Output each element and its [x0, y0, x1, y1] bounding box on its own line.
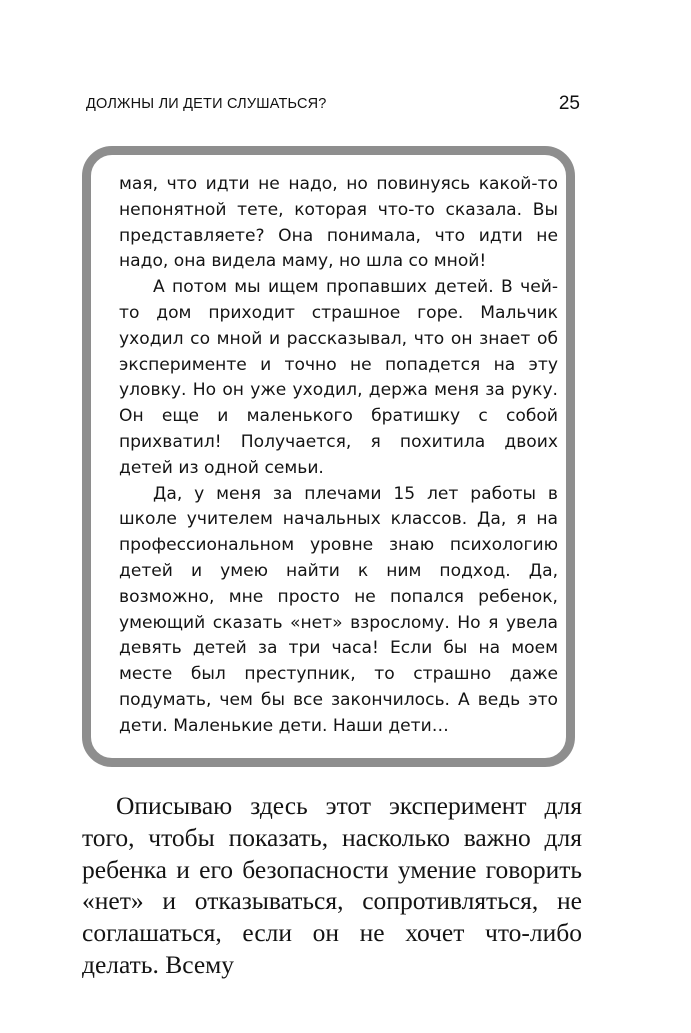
running-header	[86, 93, 580, 118]
running-title: ДОЛЖНЫ ЛИ ДЕТИ СЛУШАТЬСЯ?	[86, 96, 327, 112]
box-paragraph-1: мая, что идти не надо, но повинуясь какой-то непонятной тете, которая что-то сказала. Вы представляете? Она понимала, что идти не надо, она видела маму, но шла со мной!	[119, 174, 558, 272]
body-text	[82, 790, 582, 981]
sidebar-box-text	[119, 172, 558, 740]
box-paragraph-3: Да, у меня за плечами 15 лет работы в школе учителем начальных классов. Да, я на профессиональном уровне знаю психологию детей и умею найти к ним подход. Да, возможно, мне просто не попался ребенок, умеющий сказать «нет» взрослому. Но я увела девять детей за три часа! Если бы на моем месте был преступник, то страшно даже подумать, чем бы все закончилось. А ведь это дети. Маленькие дети. Наши дети…	[119, 483, 558, 736]
page-number: 25	[558, 93, 580, 114]
box-paragraph-2: А потом мы ищем пропавших детей. В чей-то дом приходит страшное горе. Мальчик уходил со мной и рассказывал, что он знает об эксперименте и точно не попадется на эту уловку. Но он уже уходил, держа меня за руку. Он еще и маленького братишку с собой прихватил! Получается, я похитила двоих детей из одной семьи.	[119, 277, 558, 478]
sidebar-box	[82, 146, 575, 767]
body-paragraph: Описываю здесь этот эксперимент для того, чтобы показать, насколько важно для ребенка и его безопасности умение говорить «нет» и отказываться, сопротивляться, не соглашаться, если он не хочет что-либо делать. Всему	[82, 791, 582, 979]
